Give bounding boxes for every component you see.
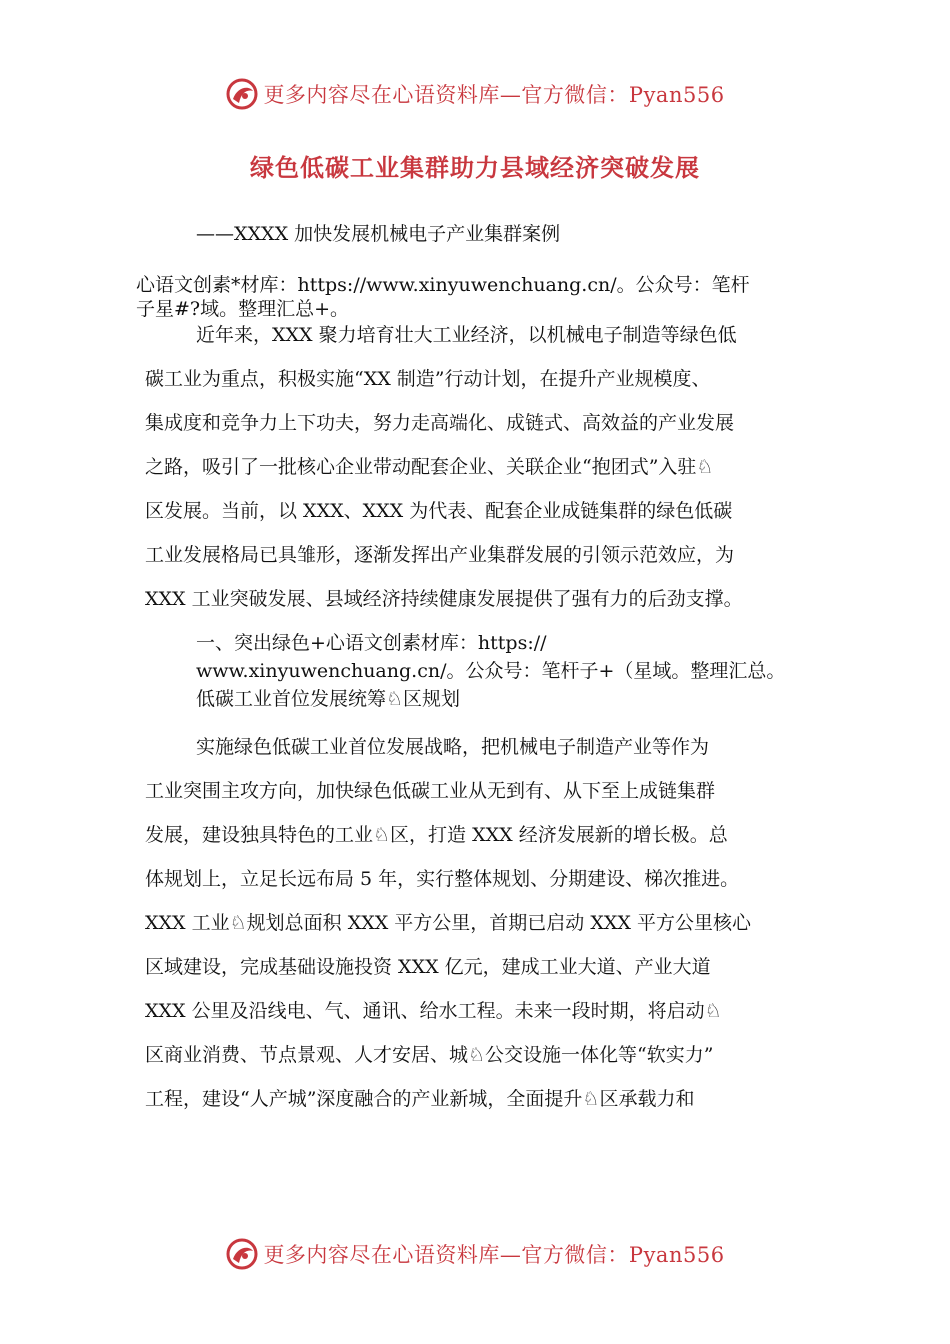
paragraph-line: XXX 工业♘规划总面积 XXX 平方公里，首期已启动 XXX 平方公里核心 <box>145 912 751 934</box>
paragraph-line: XXX 公里及沿线电、气、通讯、给水工程。未来一段时期，将启动♘ <box>145 1000 722 1022</box>
source-line: 子星#?域。整理汇总+。 <box>136 298 350 320</box>
paragraph-line: 集成度和竞争力上下功夫，努力走高端化、成链式、高效益的产业发展 <box>145 412 735 434</box>
paragraph-line: 发展，建设独具特色的工业♘区，打造 XXX 经济发展新的增长极。总 <box>145 824 728 846</box>
section-heading: 一、突出绿色+心语文创素材库：https:// <box>196 632 547 654</box>
logo-icon <box>225 1237 259 1271</box>
paragraph-line: 区商业消费、节点景观、人才安居、城♘公交设施一体化等“软实力” <box>145 1044 714 1066</box>
paragraph-line: 体规划上，立足长远布局 5 年，实行整体规划、分期建设、梯次推进。 <box>145 868 740 890</box>
source-line: 心语文创素*材库：https://www.xinyuwenchuang.cn/。公众号：笔杆 <box>136 274 750 296</box>
document-title: 绿色低碳工业集群助力县域经济突破发展 <box>250 154 700 182</box>
banner-text: 更多内容尽在心语资料库—官方微信：Pyan556 <box>263 1243 725 1267</box>
logo-icon <box>225 77 259 111</box>
paragraph-line: 近年来，XXX 聚力培育壮大工业经济，以机械电子制造等绿色低 <box>196 324 737 346</box>
paragraph-line: 实施绿色低碳工业首位发展战略，把机械电子制造产业等作为 <box>196 736 710 758</box>
footer-banner <box>0 1234 950 1274</box>
paragraph-line: XXX 工业突破发展、县域经济持续健康发展提供了强有力的后劲支撑。 <box>145 588 743 610</box>
paragraph-line: 工程，建设“人产城”深度融合的产业新城，全面提升♘区承载力和 <box>145 1088 695 1110</box>
paragraph-line: 碳工业为重点，积极实施“XX 制造”行动计划，在提升产业规模度、 <box>145 368 711 390</box>
paragraph-line: 区发展。当前，以 XXX、XXX 为代表、配套企业成链集群的绿色低碳 <box>145 500 733 522</box>
banner-text: 更多内容尽在心语资料库—官方微信：Pyan556 <box>263 83 725 107</box>
paragraph-line: 工业突围主攻方向，加快绿色低碳工业从无到有、从下至上成链集群 <box>145 780 716 802</box>
header-banner <box>0 74 950 114</box>
paragraph-line: 之路，吸引了一批核心企业带动配套企业、关联企业“抱团式”入驻♘ <box>145 456 714 478</box>
section-heading: www.xinyuwenchuang.cn/。公众号：笔杆子+（星域。整理汇总。 <box>196 660 786 682</box>
document-subtitle: ——XXXX 加快发展机械电子产业集群案例 <box>196 223 561 245</box>
paragraph-line: 区域建设，完成基础设施投资 XXX 亿元，建成工业大道、产业大道 <box>145 956 711 978</box>
section-heading: 低碳工业首位发展统筹♘区规划 <box>196 688 461 710</box>
paragraph-line: 工业发展格局已具雏形，逐渐发挥出产业集群发展的引领示范效应，为 <box>145 544 735 566</box>
